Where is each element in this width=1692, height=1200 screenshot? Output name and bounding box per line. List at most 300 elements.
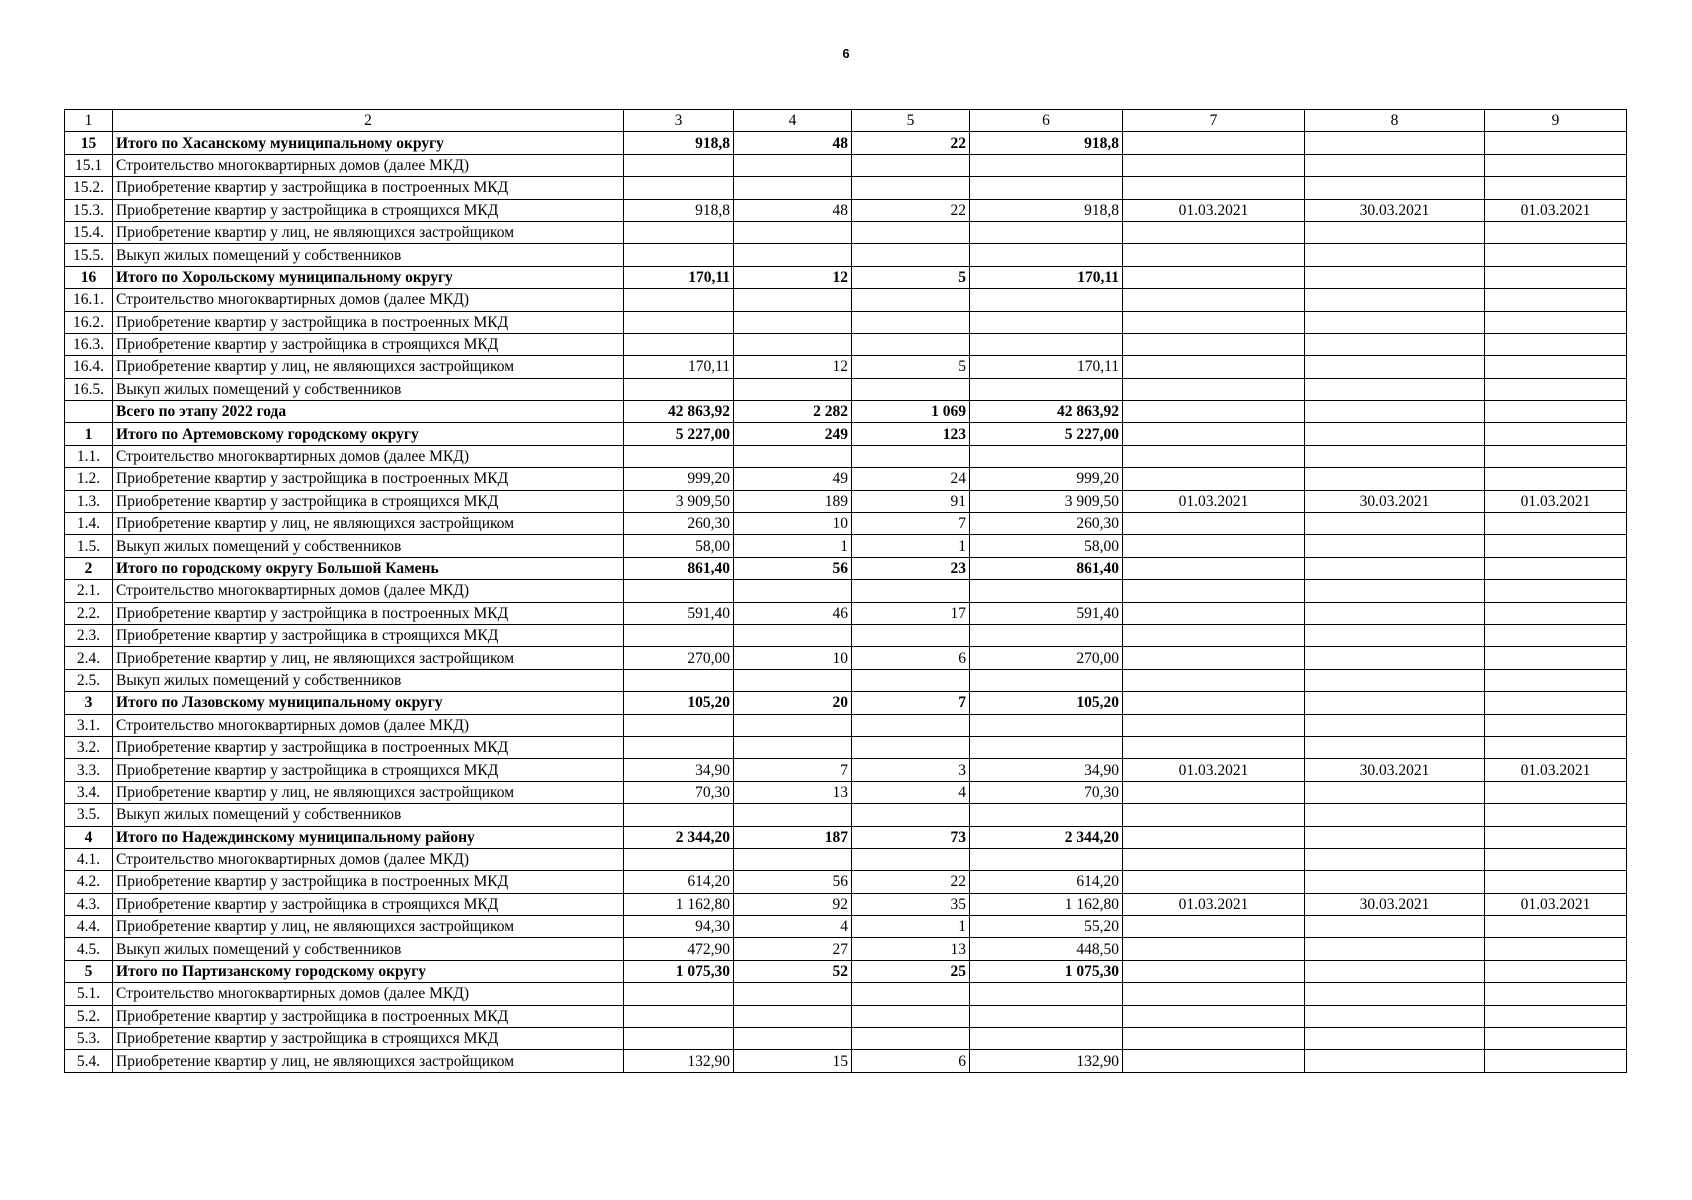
area-total-cell: 42 863,92: [970, 401, 1123, 423]
date-start-cell: [1123, 378, 1305, 400]
date-end-cell: [1305, 960, 1485, 982]
row-number-cell: 4: [65, 826, 113, 848]
date-end-cell: [1305, 356, 1485, 378]
date-end-cell: [1305, 401, 1485, 423]
date-start-cell: [1123, 1005, 1305, 1027]
date-planned-cell: [1485, 535, 1627, 557]
area-cell: [624, 983, 734, 1005]
people-count-cell: [734, 221, 852, 243]
column-number-cell: 4: [734, 110, 852, 132]
table-row: [65, 624, 1627, 646]
housing-program-table: [64, 109, 1627, 1073]
resettled-count-cell: 1: [852, 916, 970, 938]
row-number-cell: 5.2.: [65, 1005, 113, 1027]
row-number-cell: 5.3.: [65, 1028, 113, 1050]
area-cell: [624, 624, 734, 646]
area-cell: 1 162,80: [624, 893, 734, 915]
row-number-cell: 1.2.: [65, 468, 113, 490]
row-number-cell: 1.3.: [65, 490, 113, 512]
date-start-cell: [1123, 244, 1305, 266]
date-end-cell: [1305, 132, 1485, 154]
area-total-cell: [970, 311, 1123, 333]
table-row: [65, 468, 1627, 490]
row-number-cell: 3.5.: [65, 804, 113, 826]
table-row: [65, 513, 1627, 535]
row-name-cell: Строительство многоквартирных домов (далее МКД): [113, 154, 624, 176]
row-number-cell: 16.3.: [65, 333, 113, 355]
date-planned-cell: [1485, 356, 1627, 378]
date-end-cell: [1305, 266, 1485, 288]
resettled-count-cell: [852, 983, 970, 1005]
row-name-cell: Приобретение квартир у застройщика в строящихся МКД: [113, 490, 624, 512]
area-cell: 861,40: [624, 557, 734, 579]
area-cell: 472,90: [624, 938, 734, 960]
area-cell: 999,20: [624, 468, 734, 490]
date-planned-cell: [1485, 602, 1627, 624]
row-name-cell: Итого по Хасанскому муниципальному округу: [113, 132, 624, 154]
date-start-cell: [1123, 333, 1305, 355]
area-total-cell: [970, 445, 1123, 467]
people-count-cell: [734, 289, 852, 311]
date-planned-cell: 01.03.2021: [1485, 759, 1627, 781]
row-name-cell: Приобретение квартир у застройщика в построенных МКД: [113, 177, 624, 199]
people-count-cell: [734, 1005, 852, 1027]
row-number-cell: 15.1: [65, 154, 113, 176]
table-row: [65, 871, 1627, 893]
people-count-cell: 12: [734, 266, 852, 288]
table-row: [65, 289, 1627, 311]
row-name-cell: Приобретение квартир у лиц, не являющихся застройщиком: [113, 221, 624, 243]
row-number-cell: 4.5.: [65, 938, 113, 960]
resettled-count-cell: 23: [852, 557, 970, 579]
date-planned-cell: [1485, 423, 1627, 445]
date-planned-cell: [1485, 266, 1627, 288]
column-number-cell: 5: [852, 110, 970, 132]
date-planned-cell: [1485, 132, 1627, 154]
date-planned-cell: [1485, 736, 1627, 758]
area-cell: 1 075,30: [624, 960, 734, 982]
people-count-cell: 10: [734, 647, 852, 669]
area-total-cell: [970, 289, 1123, 311]
date-planned-cell: [1485, 669, 1627, 691]
area-total-cell: 918,8: [970, 199, 1123, 221]
row-number-cell: 15.4.: [65, 221, 113, 243]
date-end-cell: [1305, 624, 1485, 646]
people-count-cell: [734, 311, 852, 333]
resettled-count-cell: 91: [852, 490, 970, 512]
area-total-cell: 614,20: [970, 871, 1123, 893]
date-start-cell: [1123, 535, 1305, 557]
date-start-cell: [1123, 557, 1305, 579]
area-cell: [624, 714, 734, 736]
row-name-cell: Выкуп жилых помещений у собственников: [113, 535, 624, 557]
date-planned-cell: [1485, 333, 1627, 355]
resettled-count-cell: 5: [852, 356, 970, 378]
date-end-cell: [1305, 535, 1485, 557]
area-total-cell: [970, 1028, 1123, 1050]
table-row: [65, 983, 1627, 1005]
table-row: [65, 244, 1627, 266]
resettled-count-cell: [852, 177, 970, 199]
table-row: [65, 378, 1627, 400]
resettled-count-cell: [852, 311, 970, 333]
people-count-cell: [734, 624, 852, 646]
date-end-cell: [1305, 154, 1485, 176]
date-end-cell: 30.03.2021: [1305, 199, 1485, 221]
column-number-cell: 6: [970, 110, 1123, 132]
date-end-cell: [1305, 983, 1485, 1005]
table-row: [65, 602, 1627, 624]
date-start-cell: [1123, 647, 1305, 669]
date-start-cell: [1123, 445, 1305, 467]
area-total-cell: [970, 983, 1123, 1005]
area-cell: [624, 333, 734, 355]
row-name-cell: Приобретение квартир у лиц, не являющихся застройщиком: [113, 1050, 624, 1072]
area-cell: 591,40: [624, 602, 734, 624]
row-name-cell: Приобретение квартир у лиц, не являющихся застройщиком: [113, 916, 624, 938]
people-count-cell: 46: [734, 602, 852, 624]
resettled-count-cell: [852, 624, 970, 646]
resettled-count-cell: [852, 804, 970, 826]
resettled-count-cell: 5: [852, 266, 970, 288]
table-row: [65, 311, 1627, 333]
area-cell: [624, 1005, 734, 1027]
column-number-cell: 3: [624, 110, 734, 132]
date-start-cell: [1123, 669, 1305, 691]
row-name-cell: Всего по этапу 2022 года: [113, 401, 624, 423]
table-row: [65, 916, 1627, 938]
date-planned-cell: [1485, 1050, 1627, 1072]
row-name-cell: Приобретение квартир у застройщика в строящихся МКД: [113, 624, 624, 646]
date-end-cell: [1305, 557, 1485, 579]
resettled-count-cell: [852, 848, 970, 870]
table-row: [65, 848, 1627, 870]
people-count-cell: 48: [734, 132, 852, 154]
resettled-count-cell: 3: [852, 759, 970, 781]
people-count-cell: [734, 1028, 852, 1050]
people-count-cell: 27: [734, 938, 852, 960]
row-number-cell: 5: [65, 960, 113, 982]
area-cell: 132,90: [624, 1050, 734, 1072]
people-count-cell: 1: [734, 535, 852, 557]
column-number-cell: 1: [65, 110, 113, 132]
row-name-cell: Приобретение квартир у застройщика в построенных МКД: [113, 468, 624, 490]
area-total-cell: [970, 669, 1123, 691]
resettled-count-cell: [852, 736, 970, 758]
area-cell: [624, 669, 734, 691]
date-start-cell: [1123, 826, 1305, 848]
date-start-cell: [1123, 289, 1305, 311]
area-total-cell: [970, 736, 1123, 758]
date-start-cell: [1123, 848, 1305, 870]
row-number-cell: 3.2.: [65, 736, 113, 758]
row-name-cell: Строительство многоквартирных домов (далее МКД): [113, 983, 624, 1005]
area-total-cell: 70,30: [970, 781, 1123, 803]
table-summary-row: [65, 960, 1627, 982]
area-cell: 918,8: [624, 132, 734, 154]
area-total-cell: 1 162,80: [970, 893, 1123, 915]
area-total-cell: [970, 624, 1123, 646]
table-summary-row: [65, 423, 1627, 445]
area-total-cell: 55,20: [970, 916, 1123, 938]
table-row: [65, 199, 1627, 221]
people-count-cell: 52: [734, 960, 852, 982]
row-number-cell: 5.1.: [65, 983, 113, 1005]
people-count-cell: 56: [734, 557, 852, 579]
area-total-cell: [970, 244, 1123, 266]
area-cell: 260,30: [624, 513, 734, 535]
table-row: [65, 938, 1627, 960]
table-row: [65, 647, 1627, 669]
area-total-cell: [970, 1005, 1123, 1027]
row-number-cell: 3.1.: [65, 714, 113, 736]
column-number-cell: 7: [1123, 110, 1305, 132]
date-end-cell: [1305, 1028, 1485, 1050]
people-count-cell: 48: [734, 199, 852, 221]
area-cell: [624, 221, 734, 243]
date-planned-cell: [1485, 960, 1627, 982]
people-count-cell: 20: [734, 692, 852, 714]
date-end-cell: [1305, 423, 1485, 445]
table-row: [65, 1028, 1627, 1050]
area-cell: [624, 378, 734, 400]
area-total-cell: [970, 177, 1123, 199]
date-start-cell: 01.03.2021: [1123, 199, 1305, 221]
date-end-cell: [1305, 289, 1485, 311]
area-cell: [624, 445, 734, 467]
date-end-cell: [1305, 311, 1485, 333]
table-row: [65, 490, 1627, 512]
area-total-cell: [970, 804, 1123, 826]
date-planned-cell: [1485, 557, 1627, 579]
resettled-count-cell: [852, 378, 970, 400]
row-name-cell: Строительство многоквартирных домов (далее МКД): [113, 848, 624, 870]
people-count-cell: 2 282: [734, 401, 852, 423]
people-count-cell: 12: [734, 356, 852, 378]
people-count-cell: [734, 804, 852, 826]
row-name-cell: Приобретение квартир у застройщика в строящихся МКД: [113, 893, 624, 915]
people-count-cell: 10: [734, 513, 852, 535]
date-planned-cell: [1485, 289, 1627, 311]
people-count-cell: 187: [734, 826, 852, 848]
people-count-cell: [734, 177, 852, 199]
date-start-cell: [1123, 938, 1305, 960]
date-end-cell: [1305, 468, 1485, 490]
table-summary-row: [65, 557, 1627, 579]
area-cell: 2 344,20: [624, 826, 734, 848]
table-row: [65, 333, 1627, 355]
area-cell: [624, 1028, 734, 1050]
resettled-count-cell: 22: [852, 132, 970, 154]
date-end-cell: [1305, 848, 1485, 870]
row-name-cell: Строительство многоквартирных домов (далее МКД): [113, 289, 624, 311]
table-summary-row: [65, 692, 1627, 714]
resettled-count-cell: 6: [852, 1050, 970, 1072]
row-number-cell: 1.5.: [65, 535, 113, 557]
date-planned-cell: [1485, 221, 1627, 243]
resettled-count-cell: 22: [852, 871, 970, 893]
resettled-count-cell: 1: [852, 535, 970, 557]
row-number-cell: 2.3.: [65, 624, 113, 646]
date-end-cell: [1305, 221, 1485, 243]
resettled-count-cell: [852, 154, 970, 176]
date-end-cell: [1305, 580, 1485, 602]
date-start-cell: [1123, 781, 1305, 803]
table-row: [65, 893, 1627, 915]
date-start-cell: 01.03.2021: [1123, 759, 1305, 781]
row-number-cell: 2.5.: [65, 669, 113, 691]
resettled-count-cell: [852, 1005, 970, 1027]
date-start-cell: [1123, 154, 1305, 176]
column-number-cell: 9: [1485, 110, 1627, 132]
row-name-cell: Приобретение квартир у застройщика в строящихся МКД: [113, 1028, 624, 1050]
row-number-cell: 2.4.: [65, 647, 113, 669]
area-total-cell: 918,8: [970, 132, 1123, 154]
date-start-cell: [1123, 1050, 1305, 1072]
date-end-cell: 30.03.2021: [1305, 759, 1485, 781]
table-summary-row: [65, 266, 1627, 288]
column-number-cell: 2: [113, 110, 624, 132]
resettled-count-cell: [852, 669, 970, 691]
date-start-cell: [1123, 132, 1305, 154]
date-planned-cell: 01.03.2021: [1485, 893, 1627, 915]
row-number-cell: 2.2.: [65, 602, 113, 624]
date-end-cell: [1305, 177, 1485, 199]
area-total-cell: 260,30: [970, 513, 1123, 535]
row-name-cell: Приобретение квартир у застройщика в строящихся МКД: [113, 759, 624, 781]
row-number-cell: 15: [65, 132, 113, 154]
row-number-cell: 4.1.: [65, 848, 113, 870]
row-name-cell: Выкуп жилых помещений у собственников: [113, 804, 624, 826]
row-number-cell: 15.2.: [65, 177, 113, 199]
area-cell: 105,20: [624, 692, 734, 714]
area-total-cell: 58,00: [970, 535, 1123, 557]
date-planned-cell: [1485, 401, 1627, 423]
area-total-cell: 999,20: [970, 468, 1123, 490]
date-planned-cell: [1485, 692, 1627, 714]
date-end-cell: [1305, 938, 1485, 960]
date-start-cell: [1123, 624, 1305, 646]
area-cell: 42 863,92: [624, 401, 734, 423]
people-count-cell: [734, 983, 852, 1005]
row-number-cell: 16.2.: [65, 311, 113, 333]
date-start-cell: [1123, 960, 1305, 982]
people-count-cell: 56: [734, 871, 852, 893]
table-row: [65, 736, 1627, 758]
area-total-cell: [970, 154, 1123, 176]
people-count-cell: 15: [734, 1050, 852, 1072]
table-row: [65, 445, 1627, 467]
date-start-cell: [1123, 736, 1305, 758]
area-cell: 170,11: [624, 266, 734, 288]
area-cell: [624, 154, 734, 176]
row-number-cell: 3.3.: [65, 759, 113, 781]
table-summary-row: [65, 826, 1627, 848]
row-name-cell: Приобретение квартир у лиц, не являющихся застройщиком: [113, 513, 624, 535]
table-summary-row: [65, 401, 1627, 423]
date-planned-cell: [1485, 983, 1627, 1005]
area-total-cell: [970, 848, 1123, 870]
date-end-cell: [1305, 445, 1485, 467]
row-number-cell: 15.3.: [65, 199, 113, 221]
date-end-cell: 30.03.2021: [1305, 490, 1485, 512]
date-start-cell: [1123, 177, 1305, 199]
resettled-count-cell: 123: [852, 423, 970, 445]
people-count-cell: 7: [734, 759, 852, 781]
row-name-cell: Итого по Надеждинскому муниципальному району: [113, 826, 624, 848]
resettled-count-cell: 22: [852, 199, 970, 221]
area-total-cell: 132,90: [970, 1050, 1123, 1072]
date-planned-cell: [1485, 916, 1627, 938]
date-planned-cell: 01.03.2021: [1485, 199, 1627, 221]
area-cell: 70,30: [624, 781, 734, 803]
people-count-cell: 49: [734, 468, 852, 490]
resettled-count-cell: [852, 333, 970, 355]
area-cell: [624, 177, 734, 199]
date-start-cell: [1123, 221, 1305, 243]
date-end-cell: [1305, 647, 1485, 669]
row-number-cell: 5.4.: [65, 1050, 113, 1072]
resettled-count-cell: 73: [852, 826, 970, 848]
area-cell: [624, 289, 734, 311]
date-planned-cell: [1485, 1028, 1627, 1050]
date-end-cell: [1305, 513, 1485, 535]
resettled-count-cell: [852, 221, 970, 243]
table-row: [65, 669, 1627, 691]
area-cell: 3 909,50: [624, 490, 734, 512]
area-total-cell: [970, 378, 1123, 400]
area-total-cell: 105,20: [970, 692, 1123, 714]
area-cell: 918,8: [624, 199, 734, 221]
resettled-count-cell: [852, 244, 970, 266]
resettled-count-cell: 17: [852, 602, 970, 624]
people-count-cell: [734, 736, 852, 758]
resettled-count-cell: 4: [852, 781, 970, 803]
date-planned-cell: 01.03.2021: [1485, 490, 1627, 512]
date-start-cell: [1123, 580, 1305, 602]
date-planned-cell: [1485, 154, 1627, 176]
row-number-cell: 2: [65, 557, 113, 579]
date-end-cell: [1305, 602, 1485, 624]
area-total-cell: 170,11: [970, 356, 1123, 378]
area-cell: [624, 244, 734, 266]
date-planned-cell: [1485, 714, 1627, 736]
row-number-cell: 1.1.: [65, 445, 113, 467]
date-start-cell: [1123, 356, 1305, 378]
area-cell: [624, 580, 734, 602]
row-name-cell: Приобретение квартир у лиц, не являющихся застройщиком: [113, 356, 624, 378]
resettled-count-cell: 24: [852, 468, 970, 490]
area-total-cell: [970, 580, 1123, 602]
date-start-cell: [1123, 513, 1305, 535]
date-end-cell: [1305, 378, 1485, 400]
area-total-cell: 34,90: [970, 759, 1123, 781]
row-name-cell: Приобретение квартир у застройщика в построенных МКД: [113, 736, 624, 758]
date-start-cell: [1123, 692, 1305, 714]
row-name-cell: Выкуп жилых помещений у собственников: [113, 669, 624, 691]
table-body: [65, 110, 1627, 1073]
row-number-cell: 16.5.: [65, 378, 113, 400]
date-planned-cell: [1485, 311, 1627, 333]
resettled-count-cell: 13: [852, 938, 970, 960]
date-end-cell: [1305, 1005, 1485, 1027]
people-count-cell: [734, 580, 852, 602]
date-planned-cell: [1485, 871, 1627, 893]
row-number-cell: 1.4.: [65, 513, 113, 535]
resettled-count-cell: [852, 289, 970, 311]
date-start-cell: [1123, 468, 1305, 490]
date-planned-cell: [1485, 624, 1627, 646]
